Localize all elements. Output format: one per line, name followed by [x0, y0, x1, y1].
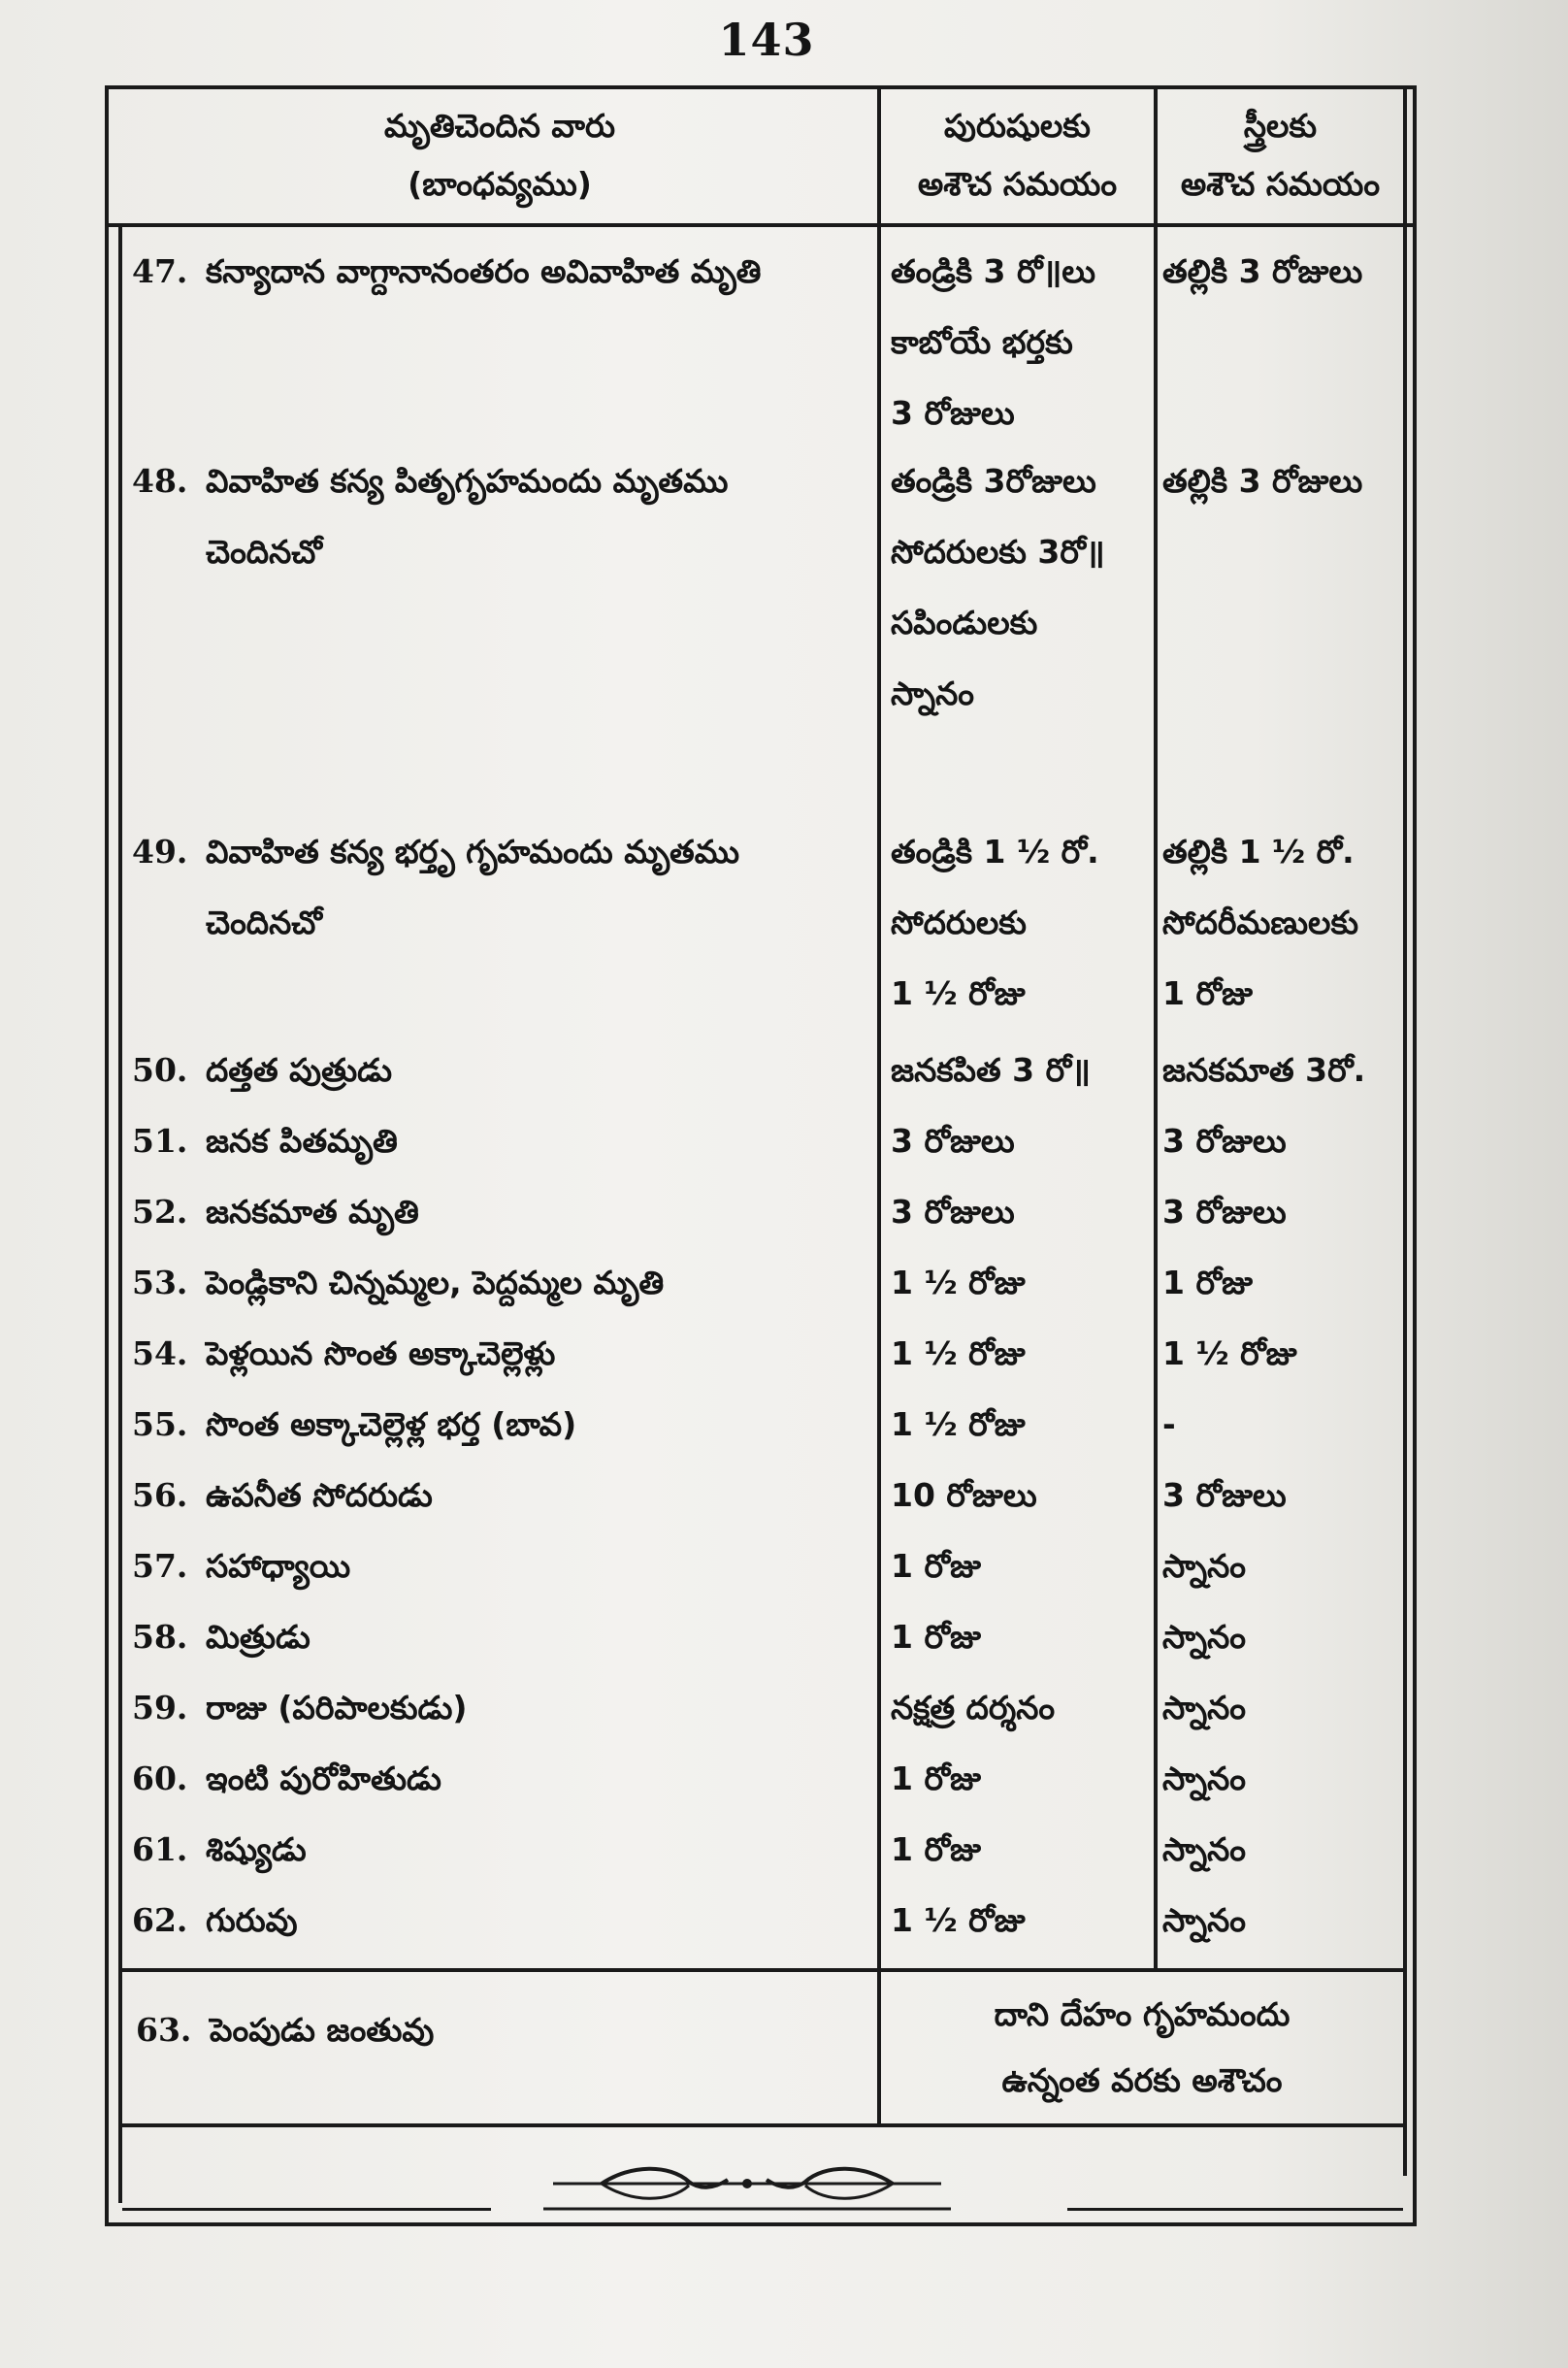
- header-relation-subtitle: (బాంధవ్యము): [408, 165, 592, 203]
- right-inner-rule: [1403, 89, 1407, 2176]
- row-women-value: 3 రోజులు: [1162, 1476, 1287, 1514]
- column-divider-2: [1154, 89, 1158, 1972]
- row-relation-line: చెందినచో: [206, 533, 322, 571]
- row-relation-line: చెందినచో: [206, 904, 322, 941]
- row-women-value: స్నానం: [1162, 1901, 1246, 1939]
- row-relation-line: వివాహిత కన్య భర్తృ గృహమందు మృతము: [206, 833, 740, 871]
- row-women-value: స్నానం: [1162, 1830, 1246, 1868]
- row-number: 62.: [132, 1901, 188, 1939]
- row-relation-line: జనకమాత మృతి: [206, 1193, 419, 1231]
- row-women-value: తల్లికి 3 రోజులు: [1162, 252, 1363, 290]
- row-men-value: సోదరులకు 3రో॥: [891, 533, 1105, 571]
- row-relation-line: గురువు: [206, 1901, 298, 1939]
- row-relation-line: ఉపనీత సోదరుడు: [206, 1476, 433, 1514]
- row-relation-line: ఇంటి పురోహితుడు: [206, 1760, 441, 1797]
- bottom-rule-right: [1067, 2208, 1403, 2211]
- row-relation-line: జనక పితమృతి: [206, 1122, 398, 1160]
- row-number: 60.: [132, 1760, 188, 1797]
- row-number: 54.: [132, 1334, 188, 1372]
- row-women-value: 1 రోజు: [1162, 1264, 1253, 1301]
- row-relation-line: పెళ్లయిన సొంత అక్కాచెల్లెళ్లు: [206, 1334, 556, 1372]
- row-men-value: 1 రోజు: [891, 1547, 981, 1585]
- row-men-value: సపిండులకు: [891, 604, 1038, 641]
- row-men-value: స్నానం: [891, 674, 974, 712]
- row-number: 59.: [132, 1689, 188, 1727]
- row-number: 61.: [132, 1830, 188, 1868]
- row-men-value: జనకపిత 3 రో॥: [891, 1051, 1091, 1089]
- row-relation-line: దత్తత పుత్రుడు: [206, 1051, 392, 1089]
- row-men-value: 3 రోజులు: [891, 1193, 1015, 1231]
- row-men-value: 1 ½ రోజు: [891, 1334, 1026, 1372]
- row-women-value: తల్లికి 3 రోజులు: [1162, 462, 1363, 500]
- row-relation-line: రాజు (పరిపాలకుడు): [206, 1689, 468, 1727]
- row-women-value: తల్లికి 1 ½ రో.: [1162, 833, 1355, 871]
- row-number: 52.: [132, 1193, 188, 1231]
- header-men-subtitle: అశౌచ సమయం: [917, 165, 1118, 203]
- row-men-value: 1 ½ రోజు: [891, 1264, 1026, 1301]
- row-63-bottom-rule: [118, 2123, 1405, 2127]
- row-women-value: స్నానం: [1162, 1618, 1246, 1656]
- row-number: 47.: [132, 252, 188, 290]
- column-divider-1: [877, 89, 881, 1972]
- row-men-value: 3 రోజులు: [891, 1122, 1015, 1160]
- row-women-value: -: [1162, 1405, 1176, 1443]
- row-relation: పెంపుడు జంతువు: [210, 2011, 435, 2049]
- row-men-value: 1 ½ రోజు: [891, 974, 1026, 1012]
- row-relation-line: శిష్యుడు: [206, 1830, 307, 1868]
- row-women-value: 1 రోజు: [1162, 974, 1253, 1012]
- row-note-line-2: ఉన్నంత వరకు అశౌచం: [1001, 2061, 1283, 2099]
- row-number: 51.: [132, 1122, 188, 1160]
- row-men-value: తండ్రికి 1 ½ రో.: [891, 833, 1099, 871]
- row-relation-line: మిత్రుడు: [206, 1618, 310, 1656]
- row-number: 55.: [132, 1405, 188, 1443]
- row-women-value: సోదరీమణులకు: [1162, 904, 1359, 941]
- left-inner-rule: [118, 223, 122, 2203]
- row-women-value: 3 రోజులు: [1162, 1122, 1287, 1160]
- row-number: 53.: [132, 1264, 188, 1301]
- row-men-value: నక్షత్ర దర్శనం: [891, 1689, 1056, 1727]
- row-women-value: 1 ½ రోజు: [1162, 1334, 1297, 1372]
- row-men-value: 1 రోజు: [891, 1760, 981, 1797]
- row-men-value: 1 ½ రోజు: [891, 1405, 1026, 1443]
- row-number: 58.: [132, 1618, 188, 1656]
- row-women-value: స్నానం: [1162, 1689, 1246, 1727]
- page-number: 143: [718, 14, 815, 66]
- row-63-divider: [877, 1968, 881, 2125]
- row-relation-line: పెండ్లికాని చిన్నమ్మల, పెద్దమ్మల మృతి: [206, 1264, 665, 1301]
- row-men-value: 1 రోజు: [891, 1830, 981, 1868]
- row-men-value: 1 రోజు: [891, 1618, 981, 1656]
- row-men-value: 10 రోజులు: [891, 1476, 1037, 1514]
- row-number: 49.: [132, 833, 188, 871]
- row-women-value: జనకమాత 3రో.: [1162, 1051, 1366, 1089]
- header-rule: [105, 223, 1417, 227]
- row-relation-line: సహాధ్యాయి: [206, 1547, 351, 1585]
- row-note-line-1: దాని దేహం గృహమందు: [994, 1995, 1290, 2033]
- header-women-title: స్త్రీలకు: [1243, 107, 1318, 145]
- row-number: 57.: [132, 1547, 188, 1585]
- row-men-value: కాబోయే భర్తకు: [891, 323, 1073, 361]
- flourish-ornament: [543, 2154, 951, 2213]
- row-men-value: తండ్రికి 3రోజులు: [891, 462, 1096, 500]
- row-number: 50.: [132, 1051, 188, 1089]
- header-women-subtitle: అశౌచ సమయం: [1180, 165, 1381, 203]
- row-men-value: 3 రోజులు: [891, 394, 1015, 432]
- row-women-value: స్నానం: [1162, 1760, 1246, 1797]
- row-relation-line: కన్యాదాన వాగ్దానానంతరం అవివాహిత మృతి: [206, 252, 762, 290]
- row-relation-line: సొంత అక్కాచెల్లెళ్ల భర్త (బావ): [206, 1405, 577, 1443]
- row-number: 56.: [132, 1476, 188, 1514]
- header-men-title: పురుషులకు: [944, 107, 1091, 145]
- bottom-rule-left: [122, 2208, 491, 2211]
- row-number: 63.: [136, 2011, 192, 2049]
- row-men-value: తండ్రికి 3 రో॥లు: [891, 252, 1096, 290]
- row-men-value: సోదరులకు: [891, 904, 1027, 941]
- row-men-value: 1 ½ రోజు: [891, 1901, 1026, 1939]
- row-relation-line: వివాహిత కన్య పితృగృహమందు మృతము: [206, 462, 729, 500]
- header-relation-title: మృతిచెందిన వారు: [384, 107, 615, 145]
- row-63-top-rule: [118, 1968, 1405, 1972]
- row-women-value: 3 రోజులు: [1162, 1193, 1287, 1231]
- row-number: 48.: [132, 462, 188, 500]
- row-women-value: స్నానం: [1162, 1547, 1246, 1585]
